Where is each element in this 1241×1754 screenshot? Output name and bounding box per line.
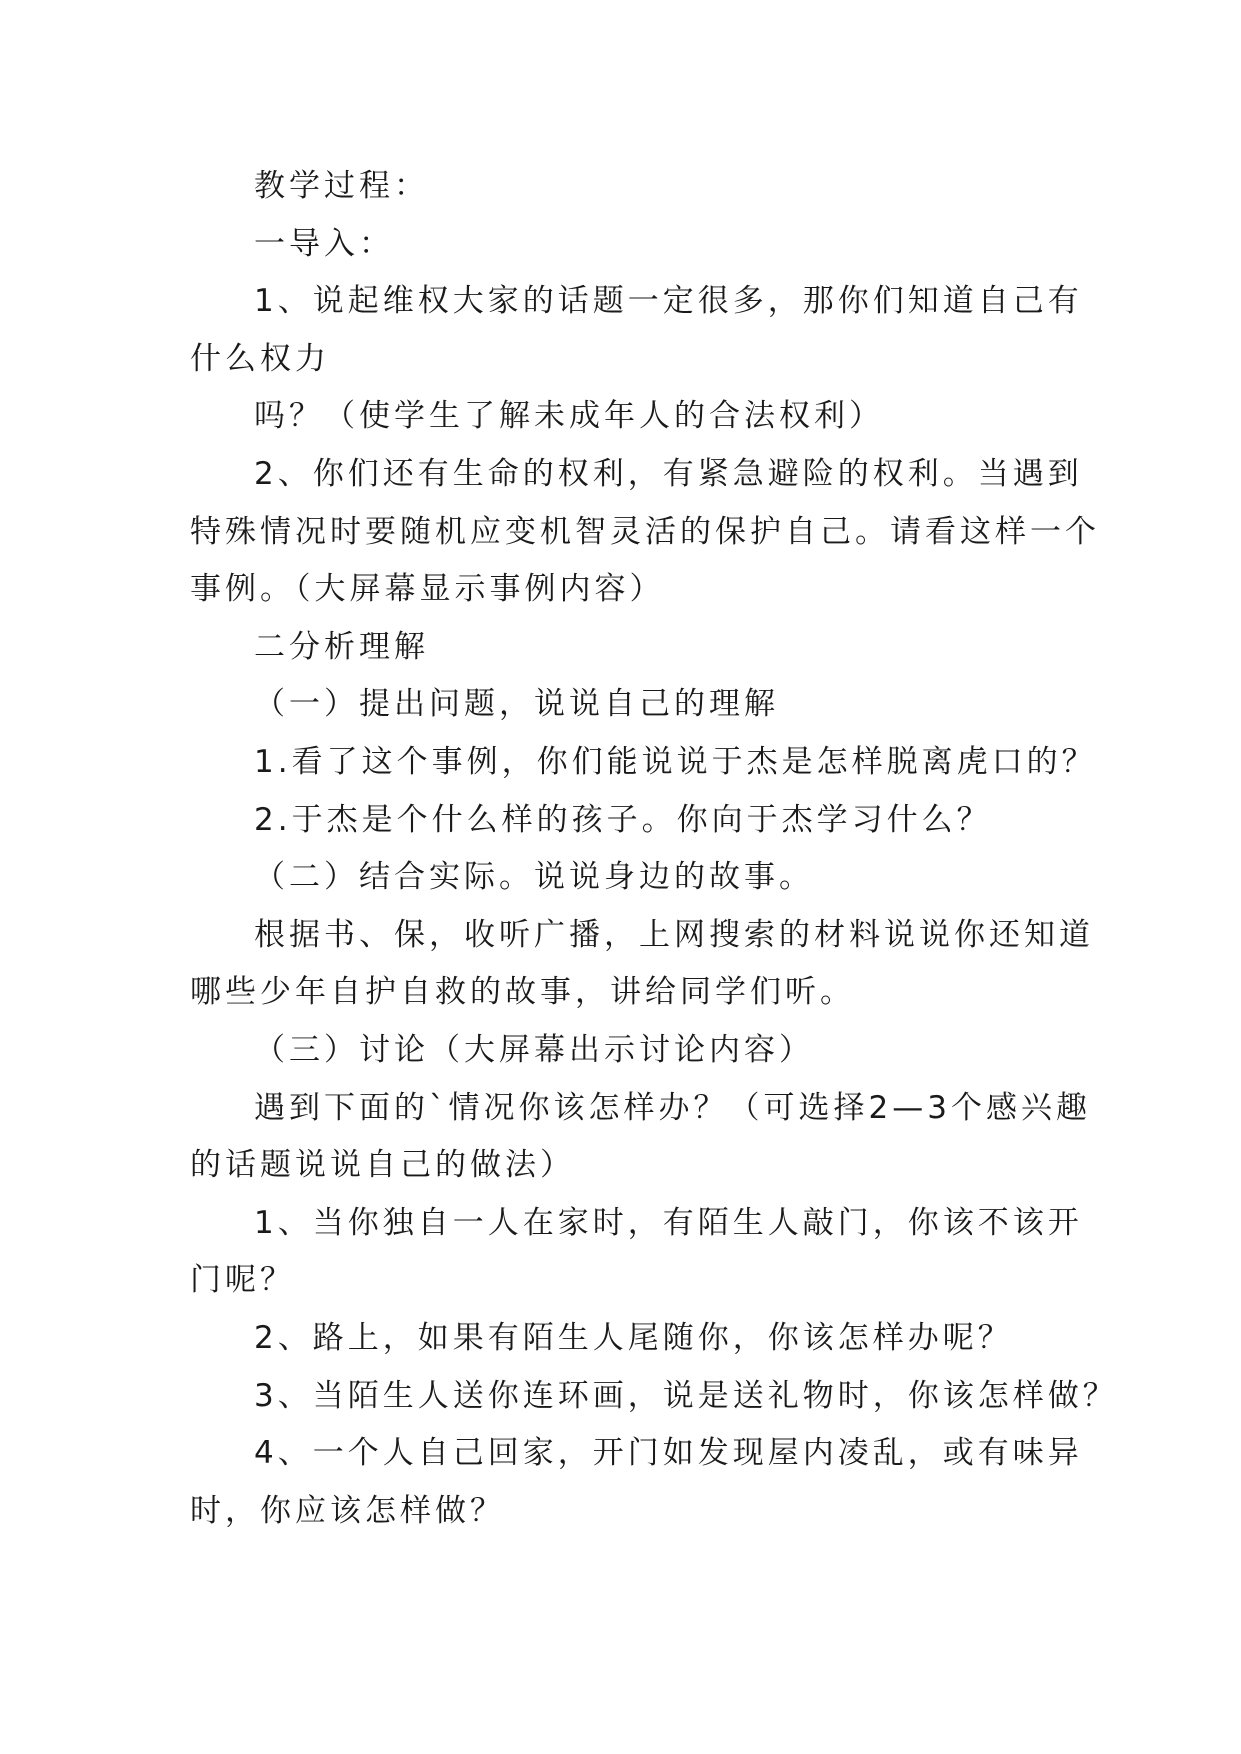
heading-teaching-process: 教学过程： — [254, 168, 429, 204]
question-line: 3、当陌生人送你连环画，说是送礼物时，你该怎样做？ — [254, 1378, 1118, 1414]
paragraph-line: 2、你们还有生命的权利，有紧急避险的权利。当遇到 — [254, 456, 1083, 492]
section-intro-heading: 一导入： — [254, 226, 394, 262]
question-line: 2.于杰是个什么样的孩子。你向于杰学习什么？ — [254, 802, 992, 838]
subsection-heading: （三）讨论（大屏幕出示讨论内容） — [254, 1032, 814, 1068]
paragraph-line: 什么权力 — [190, 341, 330, 377]
question-line: 2、路上，如果有陌生人尾随你，你该怎样办呢？ — [254, 1320, 1013, 1356]
paragraph-line: 1、说起维权大家的话题一定很多，那你们知道自己有 — [254, 283, 1083, 319]
paragraph-line: 遇到下面的`情况你该怎样办？（可选择2—3个感兴趣 — [254, 1090, 1091, 1126]
paragraph-line: 根据书、保，收听广播，上网搜索的材料说说你还知道 — [254, 917, 1094, 953]
question-line: 1.看了这个事例，你们能说说于杰是怎样脱离虎口的？ — [254, 744, 1097, 780]
paragraph-line: 哪些少年自护自救的故事，讲给同学们听。 — [190, 974, 855, 1010]
question-line: 4、一个人自己回家，开门如发现屋内凌乱，或有味异 — [254, 1435, 1083, 1471]
subsection-heading: （一）提出问题，说说自己的理解 — [254, 686, 779, 722]
section-analysis-heading: 二分析理解 — [254, 629, 429, 665]
question-line: 门呢？ — [190, 1262, 295, 1298]
question-line: 时，你应该怎样做？ — [190, 1493, 505, 1529]
paragraph-line: 事例。（大屏幕显示事例内容） — [190, 571, 665, 607]
paragraph-line: 的话题说说自己的做法） — [190, 1147, 575, 1183]
paragraph-line: 特殊情况时要随机应变机智灵活的保护自己。请看这样一个 — [190, 514, 1100, 550]
subsection-heading: （二）结合实际。说说身边的故事。 — [254, 859, 814, 895]
paragraph-line: 吗？（使学生了解未成年人的合法权利） — [254, 398, 884, 434]
question-line: 1、当你独自一人在家时，有陌生人敲门，你该不该开 — [254, 1205, 1083, 1241]
